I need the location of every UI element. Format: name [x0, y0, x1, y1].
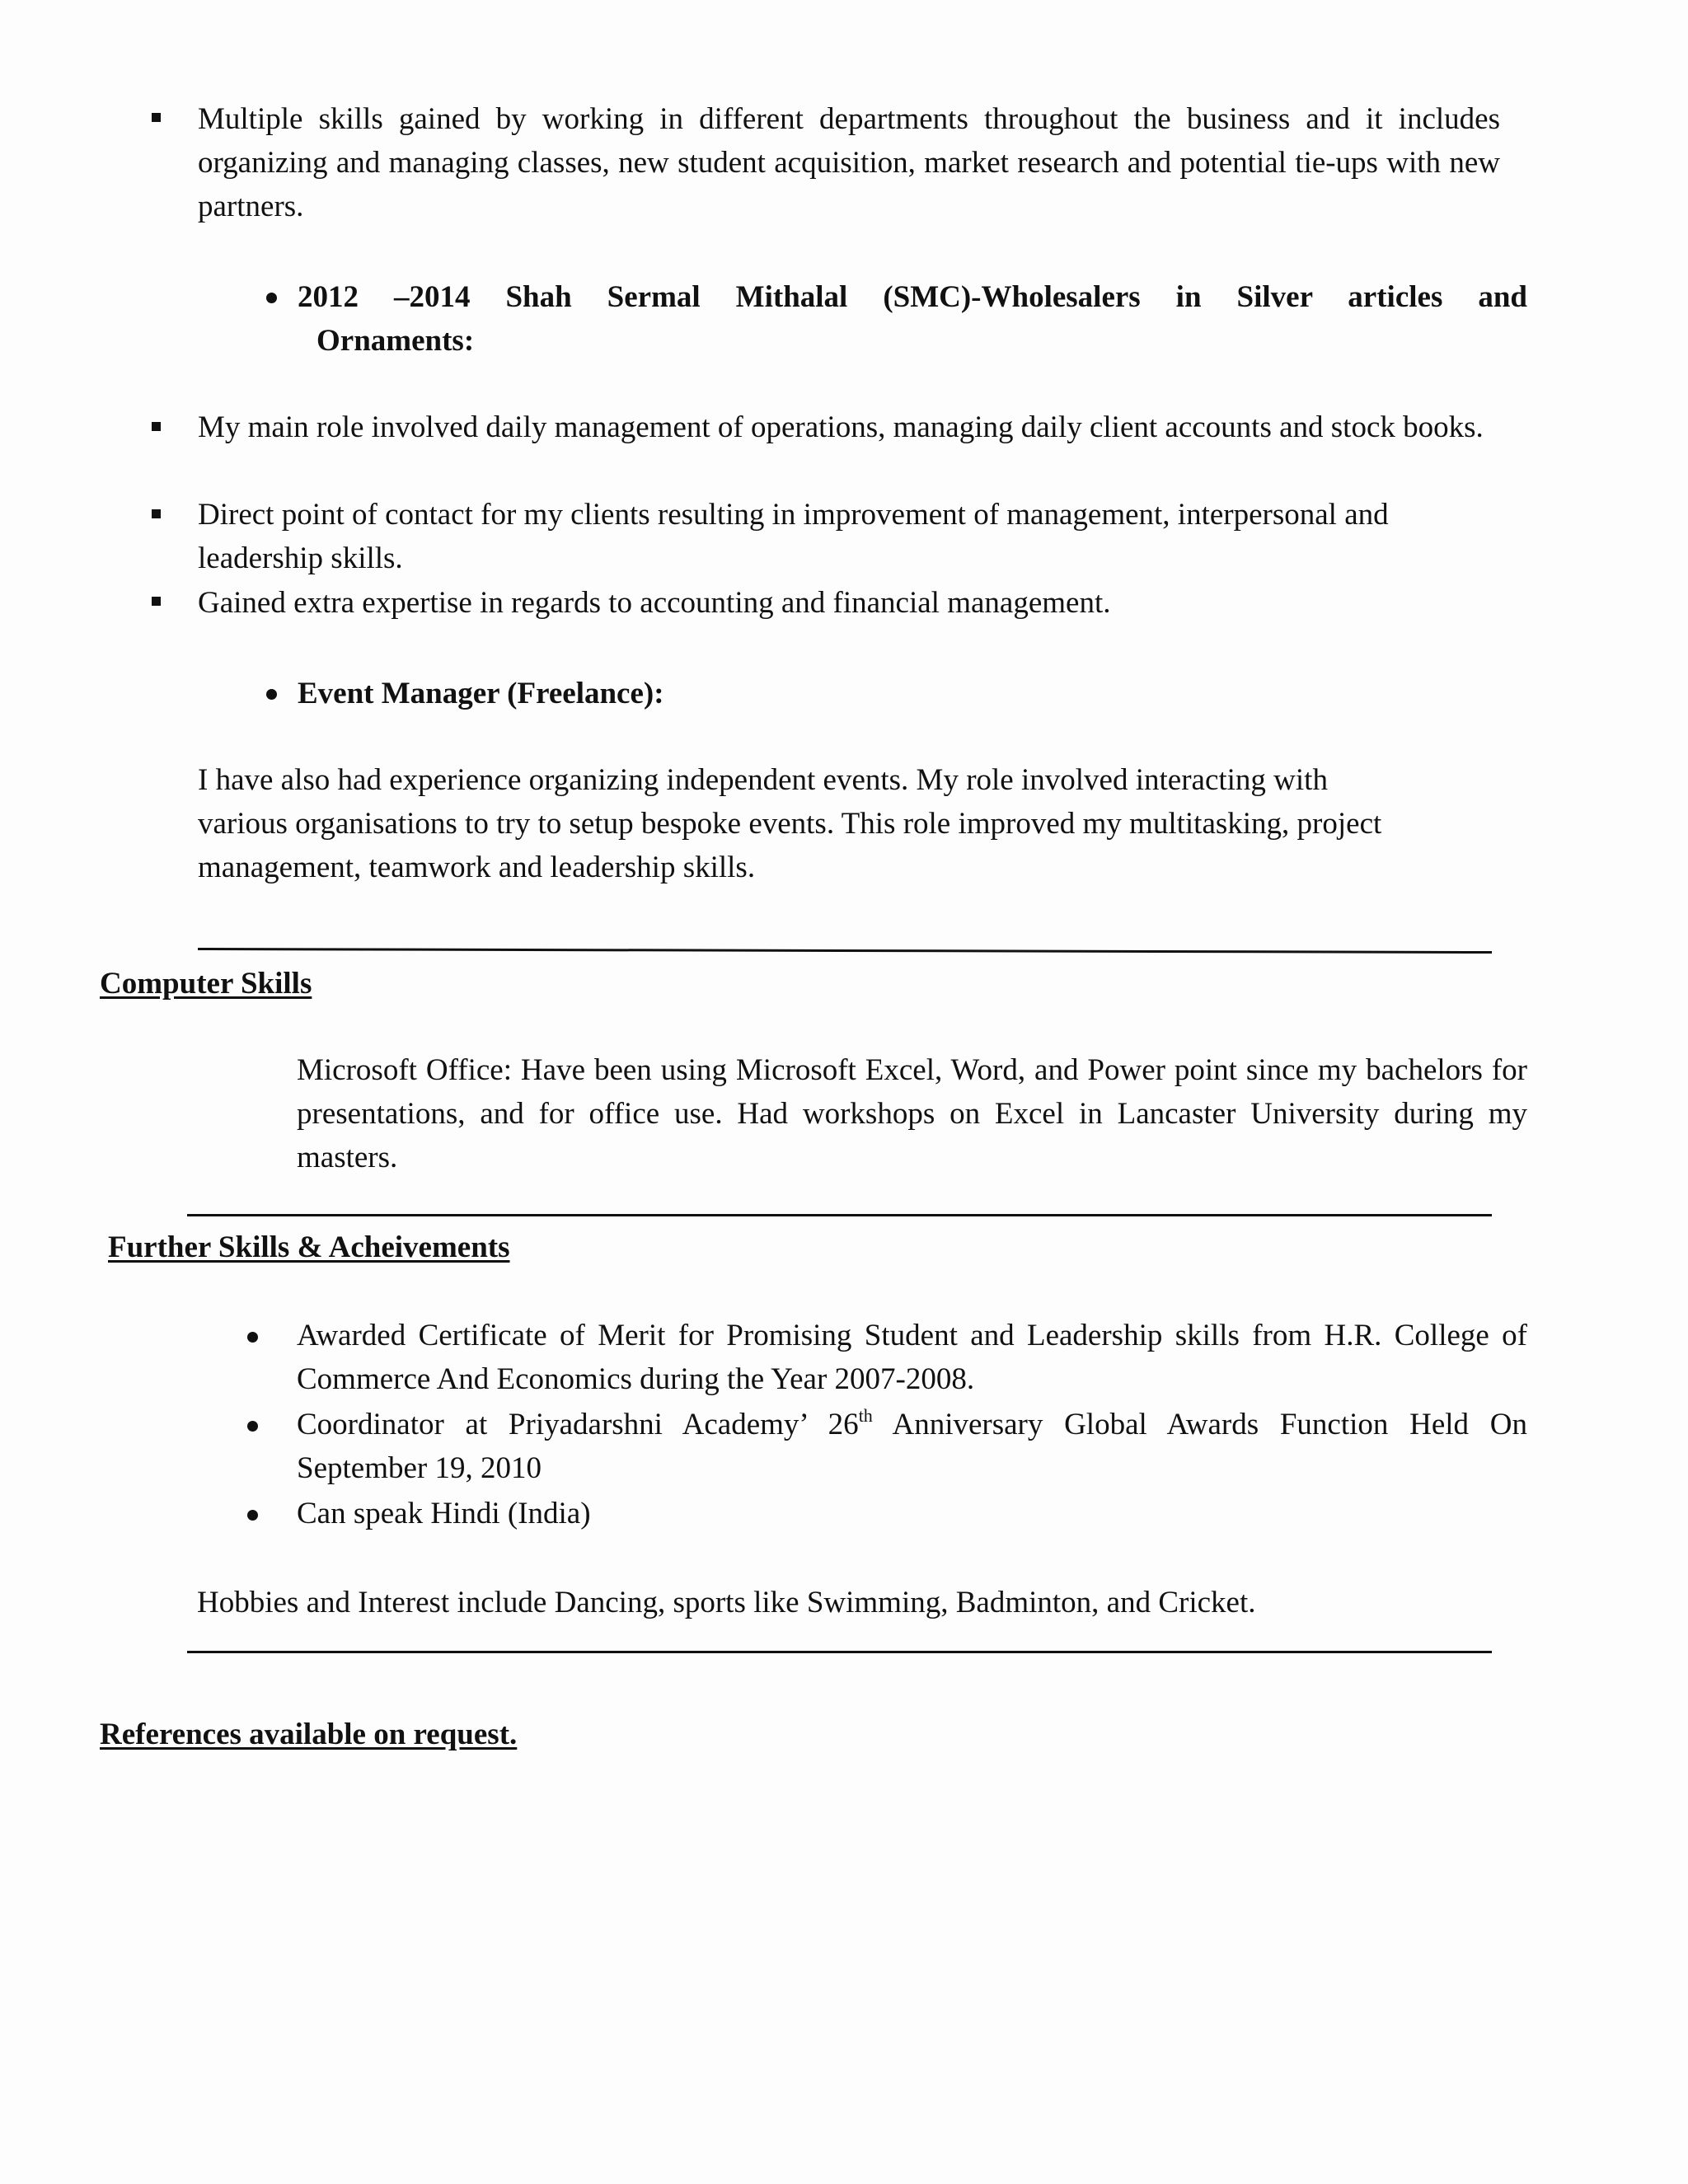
achievement-item: Can speak Hindi (India) [297, 1497, 591, 1530]
computer-skills-text: Microsoft Office: Have been using Microsoft Excel, Word, and Power point since my bachelors for presentations, and for office use. Had workshops on Excel in Lancaster University during my masters. [297, 1053, 1527, 1174]
round-bullet-icon [247, 1421, 258, 1432]
references-note: References available on request. [100, 1718, 518, 1751]
square-bullet-icon [152, 597, 161, 606]
section-heading-computer-skills: Computer Skills [100, 967, 312, 1001]
smc-bullet-1: My main role involved daily management of operations, managing daily client accounts and stock books. [198, 410, 1484, 444]
square-bullet-icon [152, 113, 161, 122]
round-bullet-icon [266, 689, 277, 700]
achievement-item [297, 1403, 1527, 1490]
square-bullet-icon [152, 509, 161, 518]
round-bullet-icon [247, 1510, 258, 1521]
section-heading-further-skills: Further Skills & Acheivements [108, 1230, 510, 1264]
event-manager-description: I have also had experience organizing independent events. My role involved interacting with various organisations to try to setup bespoke events. This role improved my multitasking, project management, teamwork and leadership skills. [198, 763, 1382, 884]
achievement-item-text: Coordinator at Priyadarshni Academy’ 26 [297, 1408, 859, 1441]
job-title-event-manager: Event Manager (Freelance): [298, 677, 664, 710]
smc-bullet-2: Direct point of contact for my clients resulting in improvement of management, interpersonal and leadership skills. [198, 498, 1389, 575]
square-bullet-icon [152, 422, 161, 431]
section-divider [187, 1214, 1492, 1216]
round-bullet-icon [266, 293, 277, 303]
achievement-item-text: Anniversary Global Awards Function Held On September 19, 2010 [297, 1408, 1527, 1485]
section-divider [187, 1651, 1492, 1653]
experience-bullet: Multiple skills gained by working in different departments throughout the business and it includes organizing and managing classes, new student acquisition, market research and potential tie-ups with new partners. [198, 102, 1500, 223]
section-divider [198, 948, 1492, 954]
smc-bullet-3: Gained extra expertise in regards to accounting and financial management. [198, 586, 1111, 620]
ordinal-suffix: th [858, 1404, 873, 1426]
hobbies-text: Hobbies and Interest include Dancing, sports like Swimming, Badminton, and Cricket. [197, 1586, 1256, 1619]
round-bullet-icon [247, 1332, 258, 1343]
achievement-item: Awarded Certificate of Merit for Promising Student and Leadership skills from H.R. College of Commerce And Economics during the Year 2007-2008. [297, 1319, 1527, 1396]
job-title-smc-line1: 2012 –2014 Shah Sermal Mithalal (SMC)-Wholesalers in Silver articles and [298, 280, 1527, 314]
job-title-smc-line2: Ornaments: [316, 324, 475, 358]
